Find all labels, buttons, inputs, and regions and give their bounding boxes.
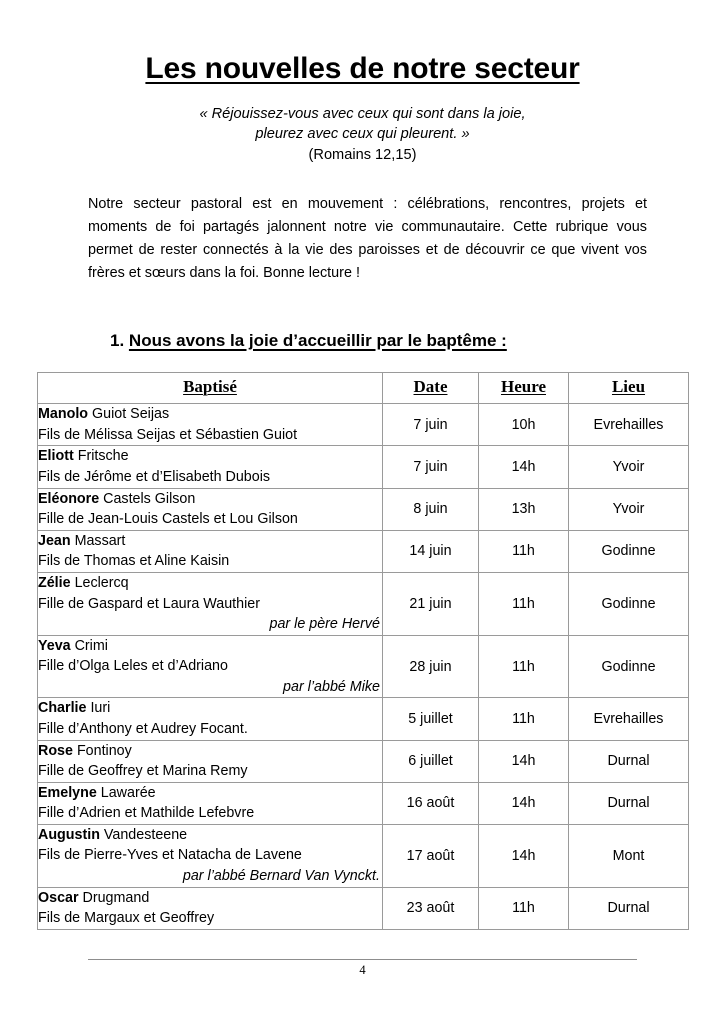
cell-time: 10h [479, 404, 569, 446]
table-header [38, 373, 689, 404]
cell-baptise [38, 530, 383, 572]
cell-place: Yvoir [569, 446, 689, 488]
table-row [38, 635, 689, 698]
cell-date: 16 août [383, 782, 479, 824]
table-row [38, 446, 689, 488]
baptise-fullname [38, 827, 187, 843]
cell-time: 11h [479, 530, 569, 572]
baptise-fullname [38, 406, 169, 422]
baptise-first-name: Jean [38, 532, 71, 549]
cell-baptise [38, 698, 383, 740]
baptise-fullname [38, 533, 125, 549]
cell-place: Evrehailles [569, 698, 689, 740]
cell-date: 6 juillet [383, 740, 479, 782]
baptise-last-name: Fontinoy [72, 742, 132, 759]
cell-place: Durnal [569, 887, 689, 929]
baptise-fullname [38, 491, 195, 507]
cell-baptise [38, 887, 383, 929]
cell-date: 17 août [383, 824, 479, 887]
baptism-table [37, 372, 689, 929]
cell-place: Yvoir [569, 488, 689, 530]
baptise-fullname [38, 448, 129, 464]
scripture-quote [0, 86, 725, 166]
baptise-parents: Fils de Mélissa Seijas et Sébastien Guiot [38, 426, 298, 443]
cell-time: 14h [479, 446, 569, 488]
section-heading-baptemes [0, 285, 725, 351]
cell-place: Godinne [569, 635, 689, 698]
baptise-last-name: Iuri [86, 700, 111, 717]
cell-time: 11h [479, 698, 569, 740]
page-number: 4 [359, 963, 366, 977]
baptise-first-name: Oscar [38, 889, 79, 906]
cell-date: 5 juillet [383, 698, 479, 740]
cell-date: 23 août [383, 887, 479, 929]
table-row [38, 824, 689, 887]
baptise-fullname [38, 700, 110, 716]
baptise-first-name: Charlie [38, 700, 87, 717]
baptise-parents: Fille de Jean-Louis Castels et Lou Gilson [38, 511, 298, 528]
baptise-parents: Fils de Jérôme et d’Elisabeth Dubois [38, 469, 271, 486]
baptise-parents: Fille d’Olga Leles et d’Adriano [38, 658, 228, 675]
cell-date: 21 juin [383, 572, 479, 635]
cell-baptise [38, 824, 383, 887]
page-footer [0, 959, 725, 978]
cell-baptise [38, 446, 383, 488]
table-row [38, 404, 689, 446]
cell-time: 11h [479, 635, 569, 698]
cell-baptise [38, 572, 383, 635]
section-number: 1. [110, 330, 125, 350]
baptise-first-name: Eléonore [38, 490, 100, 507]
baptise-last-name: Leclercq [70, 574, 129, 591]
baptise-last-name: Crimi [70, 637, 108, 654]
cell-time: 13h [479, 488, 569, 530]
baptise-fullname [38, 575, 129, 591]
cell-baptise [38, 635, 383, 698]
cell-date: 7 juin [383, 446, 479, 488]
baptise-fullname [38, 743, 132, 759]
baptise-last-name: Vandesteene [99, 826, 188, 843]
baptise-parents: Fille d’Anthony et Audrey Focant. [38, 721, 248, 737]
cell-baptise [38, 740, 383, 782]
cell-place: Godinne [569, 572, 689, 635]
page-title [0, 0, 725, 86]
section-heading-text: Nous avons la joie d’accueillir par le baptême : [128, 330, 507, 350]
baptise-parents: Fille de Gaspard et Laura Wauthier [38, 595, 260, 612]
baptise-last-name: Drugmand [78, 889, 150, 906]
column-header-name: Baptisé [38, 373, 383, 404]
cell-time: 14h [479, 782, 569, 824]
table-row [38, 740, 689, 782]
baptise-celebrant: par le père Hervé [269, 616, 380, 633]
baptise-first-name: Eliott [38, 448, 74, 465]
baptise-fullname [38, 638, 108, 654]
baptise-celebrant: par l’abbé Mike [283, 678, 380, 695]
baptism-table-container [0, 351, 725, 929]
table-row [38, 530, 689, 572]
table-body [38, 404, 689, 929]
cell-date: 7 juin [383, 404, 479, 446]
cell-time: 14h [479, 740, 569, 782]
cell-baptise [38, 488, 383, 530]
baptise-first-name: Zélie [38, 574, 71, 591]
baptise-first-name: Manolo [38, 406, 89, 423]
cell-baptise [38, 782, 383, 824]
table-row [38, 488, 689, 530]
baptise-first-name: Rose [38, 742, 73, 759]
quote-line-1: « Réjouissez-vous avec ceux qui sont dans la joie, [199, 105, 526, 122]
table-row [38, 698, 689, 740]
baptise-fullname [38, 785, 156, 801]
baptise-parents: Fils de Margaux et Geoffrey [38, 910, 215, 927]
baptise-last-name: Lawarée [96, 784, 156, 801]
cell-place: Durnal [569, 740, 689, 782]
cell-place: Godinne [569, 530, 689, 572]
quote-reference: (Romains 12,15) [308, 147, 417, 164]
table-row [38, 572, 689, 635]
cell-place: Durnal [569, 782, 689, 824]
cell-date: 28 juin [383, 635, 479, 698]
column-header-place: Lieu [569, 373, 689, 404]
baptise-parents: Fille d’Adrien et Mathilde Lefebvre [38, 805, 255, 822]
baptise-first-name: Yeva [38, 637, 71, 654]
cell-time: 11h [479, 887, 569, 929]
quote-line-2: pleurez avec ceux qui pleurent. » [255, 126, 470, 143]
baptise-fullname [38, 890, 149, 906]
cell-place: Mont [569, 824, 689, 887]
baptise-celebrant: par l’abbé Bernard Van Vynckt. [182, 868, 380, 885]
page-title-text: Les nouvelles de notre secteur [145, 52, 580, 85]
baptise-last-name: Massart [70, 532, 126, 549]
cell-place: Evrehailles [569, 404, 689, 446]
baptise-first-name: Augustin [38, 826, 100, 843]
cell-date: 14 juin [383, 530, 479, 572]
column-header-date: Date [383, 373, 479, 404]
column-header-time: Heure [479, 373, 569, 404]
baptise-last-name: Castels Gilson [99, 490, 196, 507]
baptise-parents: Fille de Geoffrey et Marina Remy [38, 763, 248, 780]
intro-paragraph: Notre secteur pastoral est en mouvement : célébrations, rencontres, projets et moments de foi partagés jalonnent notre vie communautaire. Cette rubrique vous permet de rester connectés à la vie des paroisses et de découvrir ce que vivent vos frères et sœurs dans la foi. Bonne lecture ! [88, 195, 647, 281]
baptise-parents: Fils de Pierre-Yves et Natacha de Lavene [38, 847, 302, 864]
baptise-parents: Fils de Thomas et Aline Kaisin [38, 553, 230, 570]
baptise-first-name: Emelyne [38, 784, 97, 801]
baptise-last-name: Fritsche [73, 448, 129, 465]
cell-baptise [38, 404, 383, 446]
table-header-row [38, 373, 689, 404]
cell-time: 14h [479, 824, 569, 887]
cell-time: 11h [479, 572, 569, 635]
table-row [38, 782, 689, 824]
table-row [38, 887, 689, 929]
cell-date: 8 juin [383, 488, 479, 530]
baptise-last-name: Guiot Seijas [88, 406, 170, 423]
